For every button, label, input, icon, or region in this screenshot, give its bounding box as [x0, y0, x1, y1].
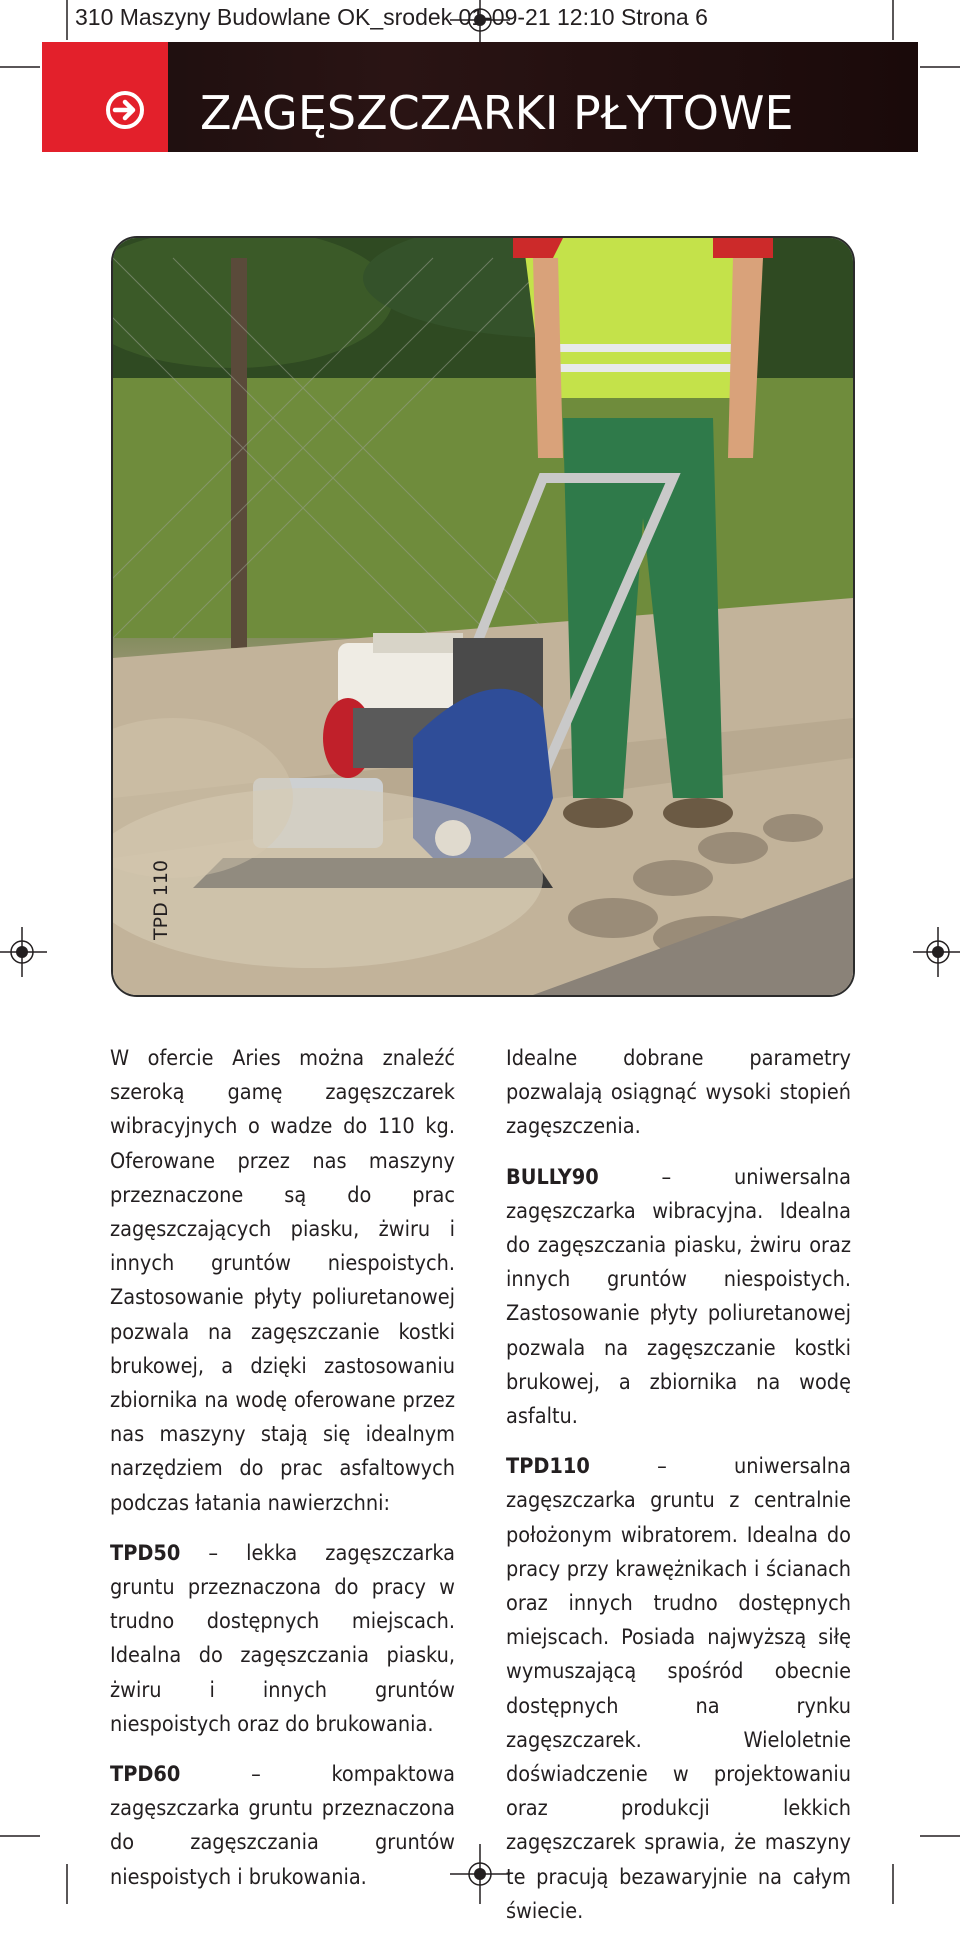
tpd110-paragraph	[506, 1450, 851, 1929]
tpd60-name: TPD60	[110, 1762, 181, 1788]
bully-paragraph	[506, 1161, 851, 1435]
registration-mark-bottom	[450, 1844, 510, 1904]
bully-name: BULLY90	[506, 1164, 599, 1190]
params-paragraph: Idealne dobrane parametry pozwalają osiągnąć wysoki stopień zagęszczenia.	[506, 1046, 851, 1140]
tpd60-paragraph	[110, 1758, 455, 1895]
tpd50-paragraph	[110, 1537, 455, 1742]
intro-paragraph: W ofercie Aries można znaleźć szeroką gamę zagęszczarek wibracyjnych o wadze do 110 kg. Oferowane przez nas maszyny przeznaczone są do prac zagęszczających piasku, żwiru i innych gruntów niespoistych. Zastosowanie płyty poliuretanowej pozwala na zagęszczanie kostki brukowej, a dzięki zastosowaniu zbiornika na wodę oferowane przez nas maszyny stają się idealnym narzędziem do prac asfaltowych podczas łatania nawierzchni:	[110, 1046, 455, 1516]
tpd50-text: – lekka zagęszczarka gruntu przeznaczona do pracy w trudno dostępnych miejscach. Idealna do zagęszczania piasku, żwiru i innych gruntów niespoistych oraz do brukowania.	[110, 1540, 455, 1737]
bully-text: – uniwersalna zagęszczarka wibracyjna. Idealna do zagęszczania piasku, żwiru oraz innych gruntów niespoistych. Zastosowanie płyty poliuretanowej pozwala na zagęszczanie kostki brukowej, a zbiornika na wodę asfaltu.	[506, 1164, 851, 1430]
text-column-right	[506, 1042, 851, 1945]
registration-mark-right	[913, 927, 960, 977]
registration-mark-left	[0, 927, 47, 977]
product-photo	[111, 236, 855, 997]
tpd110-name: TPD110	[506, 1454, 590, 1480]
tpd110-text: – uniwersalna zagęszczarka gruntu z centralnie położonym wibratorem. Idealna do pracy przy krawężnikach i ścianach oraz innych trudno dostępnych miejscach. Posiada najwyższą siłę wymuszającą spośród obecnie dostępnych na rynku zagęszczarek. Wieloletnie doświadczenie w projektowaniu oraz produkcji lekkich zagęszczarek sprawia, że maszyny te pracują bezawaryjnie na całym świecie.	[506, 1454, 851, 1924]
tpd60-text: – kompaktowa zagęszczarka gruntu przeznaczona do zagęszczania gruntów niespoistych i brukowania.	[110, 1762, 455, 1890]
tpd50-name: TPD50	[110, 1540, 181, 1566]
photo-caption: TPD 110	[150, 860, 172, 940]
header-accent-block	[42, 42, 168, 152]
page-title: ZAGĘSZCZARKI PŁYTOWE	[200, 86, 794, 140]
print-slug: 310 Maszyny Budowlane OK_srodek 01-09-21 12:10 Strona 6	[75, 4, 708, 30]
text-column-left	[110, 1042, 455, 1911]
arrow-right-circle-icon	[106, 91, 144, 129]
